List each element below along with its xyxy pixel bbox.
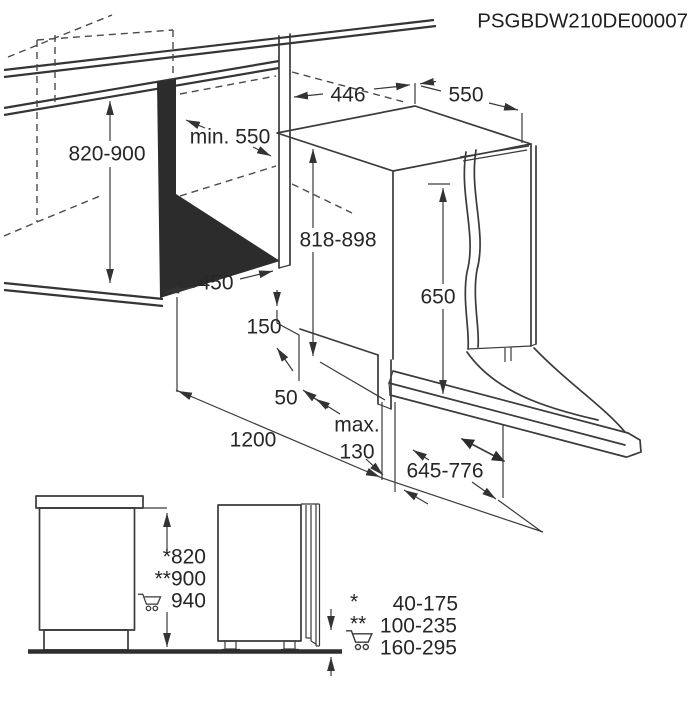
sliding-panel bbox=[389, 348, 641, 461]
dim-min550-label: min. 550 bbox=[189, 125, 271, 149]
foot bbox=[284, 641, 295, 649]
dim-max-label: max. bbox=[334, 413, 380, 437]
drawing-code: PSGBDW210DE00007 bbox=[477, 9, 688, 33]
dimension-150 bbox=[246, 290, 299, 381]
dimension-818-898 bbox=[299, 149, 376, 356]
adjust-40-175-label: 40-175 bbox=[392, 592, 458, 616]
adjust-100-235-label: 100-235 bbox=[379, 614, 457, 638]
appliance-body-side bbox=[218, 505, 301, 641]
panel-curve bbox=[467, 352, 598, 420]
cabinet-body bbox=[40, 508, 135, 630]
dim-450-label: 450 bbox=[198, 271, 234, 295]
dim-150-label: 150 bbox=[246, 315, 282, 339]
adjust-160-295-label: 160-295 bbox=[379, 636, 457, 660]
dimension-50 bbox=[274, 387, 340, 415]
dim-446-label: 446 bbox=[330, 83, 366, 107]
worktop bbox=[36, 496, 143, 508]
dim-130-label: 130 bbox=[339, 440, 375, 464]
divider-panel bbox=[279, 34, 290, 268]
cabinet-plinth bbox=[44, 630, 128, 650]
dimension-min550 bbox=[186, 120, 271, 156]
dim-550-label: 550 bbox=[448, 83, 484, 107]
dim-1200-label: 1200 bbox=[229, 428, 277, 452]
height-900-label: **900 bbox=[154, 567, 206, 591]
dimension-820-900 bbox=[68, 101, 145, 283]
appliance-box bbox=[277, 106, 536, 409]
height-820-label: *820 bbox=[162, 545, 206, 569]
door-break-line bbox=[464, 152, 470, 349]
door-break-line bbox=[474, 150, 480, 347]
dim-820-900-label: 820-900 bbox=[68, 142, 146, 166]
elevation-view-cabinet bbox=[36, 496, 206, 650]
niche-shadow bbox=[157, 79, 280, 298]
foot bbox=[225, 641, 236, 649]
height-940-label: 940 bbox=[170, 589, 206, 613]
dimension-max130 bbox=[334, 414, 383, 476]
dim-818-898-label: 818-898 bbox=[299, 228, 377, 252]
dim-50-label: 50 bbox=[274, 386, 298, 410]
dimension-650 bbox=[420, 184, 455, 394]
dimension-645-776 bbox=[395, 402, 542, 532]
marker-double-star: ** bbox=[350, 612, 367, 636]
shopping-cart-icon bbox=[138, 594, 161, 610]
dim-645-776-label: 645-776 bbox=[406, 459, 484, 483]
dim-650-label: 650 bbox=[420, 285, 456, 309]
dimension-446 bbox=[294, 82, 436, 107]
slide-direction-arrow bbox=[462, 439, 504, 461]
marker-star: * bbox=[350, 590, 359, 614]
